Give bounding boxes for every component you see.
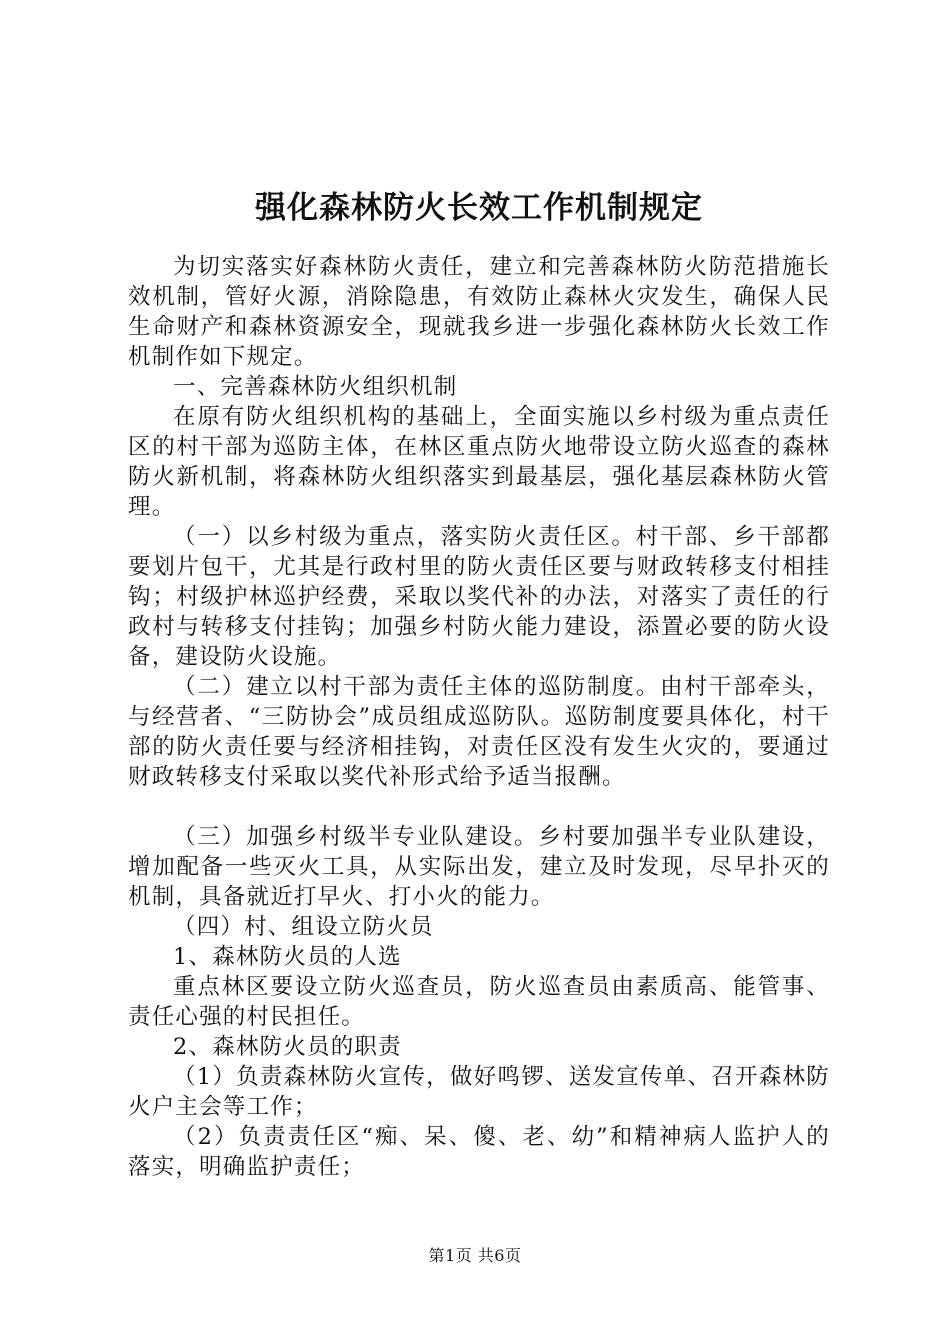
paragraph-item-1: （一）以乡村级为重点，落实防火责任区。村干部、乡干部都要划片包干，尤其是行政村里的防火责任区要与财政转移支付相挂钩；村级护林巡护经费，采取以奖代补的办法，对落实了责任的行政村与转移支付挂钩；加强乡村防火能力建设，添置必要的防火设备，建设防火设施。: [128, 524, 830, 670]
paragraph-intro: 为切实落实好森林防火责任，建立和完善森林防火防范措施长效机制，管好火源，消除隐患，有效防止森林火灾发生，确保人民生命财产和森林资源安全，现就我乡进一步强化森林防火长效工作机制作如下规定。: [128, 254, 830, 370]
subheading-selection: 1、森林防火员的人选: [173, 944, 402, 970]
paragraph-item-2: （二）建立以村干部为责任主体的巡防制度。由村干部牵头，与经营者、“三防协会”成员组成巡防队。巡防制度要具体化，村干部的防火责任要与经济相挂钩，对责任区没有发生火灾的，要通过财政转移支付采取以奖代补形式给予适当报酬。: [128, 674, 830, 790]
paragraph-section-1: 在原有防火组织机构的基础上，全面实施以乡村级为重点责任区的村干部为巡防主体，在林区重点防火地带设立防火巡查的森林防火新机制，将森林防火组织落实到最基层，强化基层森林防火管理。: [128, 404, 830, 520]
paragraph-selection: 重点林区要设立防火巡查员，防火巡查员由素质高、能管事、责任心强的村民担任。: [128, 974, 830, 1030]
paragraph-duty-1: （1）负责森林防火宣传，做好鸣锣、送发宣传单、召开森林防火户主会等工作；: [128, 1064, 830, 1120]
paragraph-item-3: （三）加强乡村级半专业队建设。乡村要加强半专业队建设，增加配备一些灭火工具，从实际出发，建立及时发现，尽早扑灭的机制，具备就近打早火、打小火的能力。: [128, 824, 830, 910]
section-heading-1: 一、完善森林防火组织机制: [173, 374, 458, 400]
subheading-duties: 2、森林防火员的职责: [173, 1034, 402, 1060]
paragraph-duty-2: （2）负责责任区“痴、呆、傻、老、幼”和精神病人监护人的落实，明确监护责任；: [128, 1124, 830, 1180]
document-body: [128, 252, 830, 1182]
page-footer: 第1页 共6页: [428, 1246, 522, 1265]
document-title: 强化森林防火长效工作机制规定: [255, 190, 703, 226]
paragraph-item-4-heading: （四）村、组设立防火员: [173, 914, 434, 940]
